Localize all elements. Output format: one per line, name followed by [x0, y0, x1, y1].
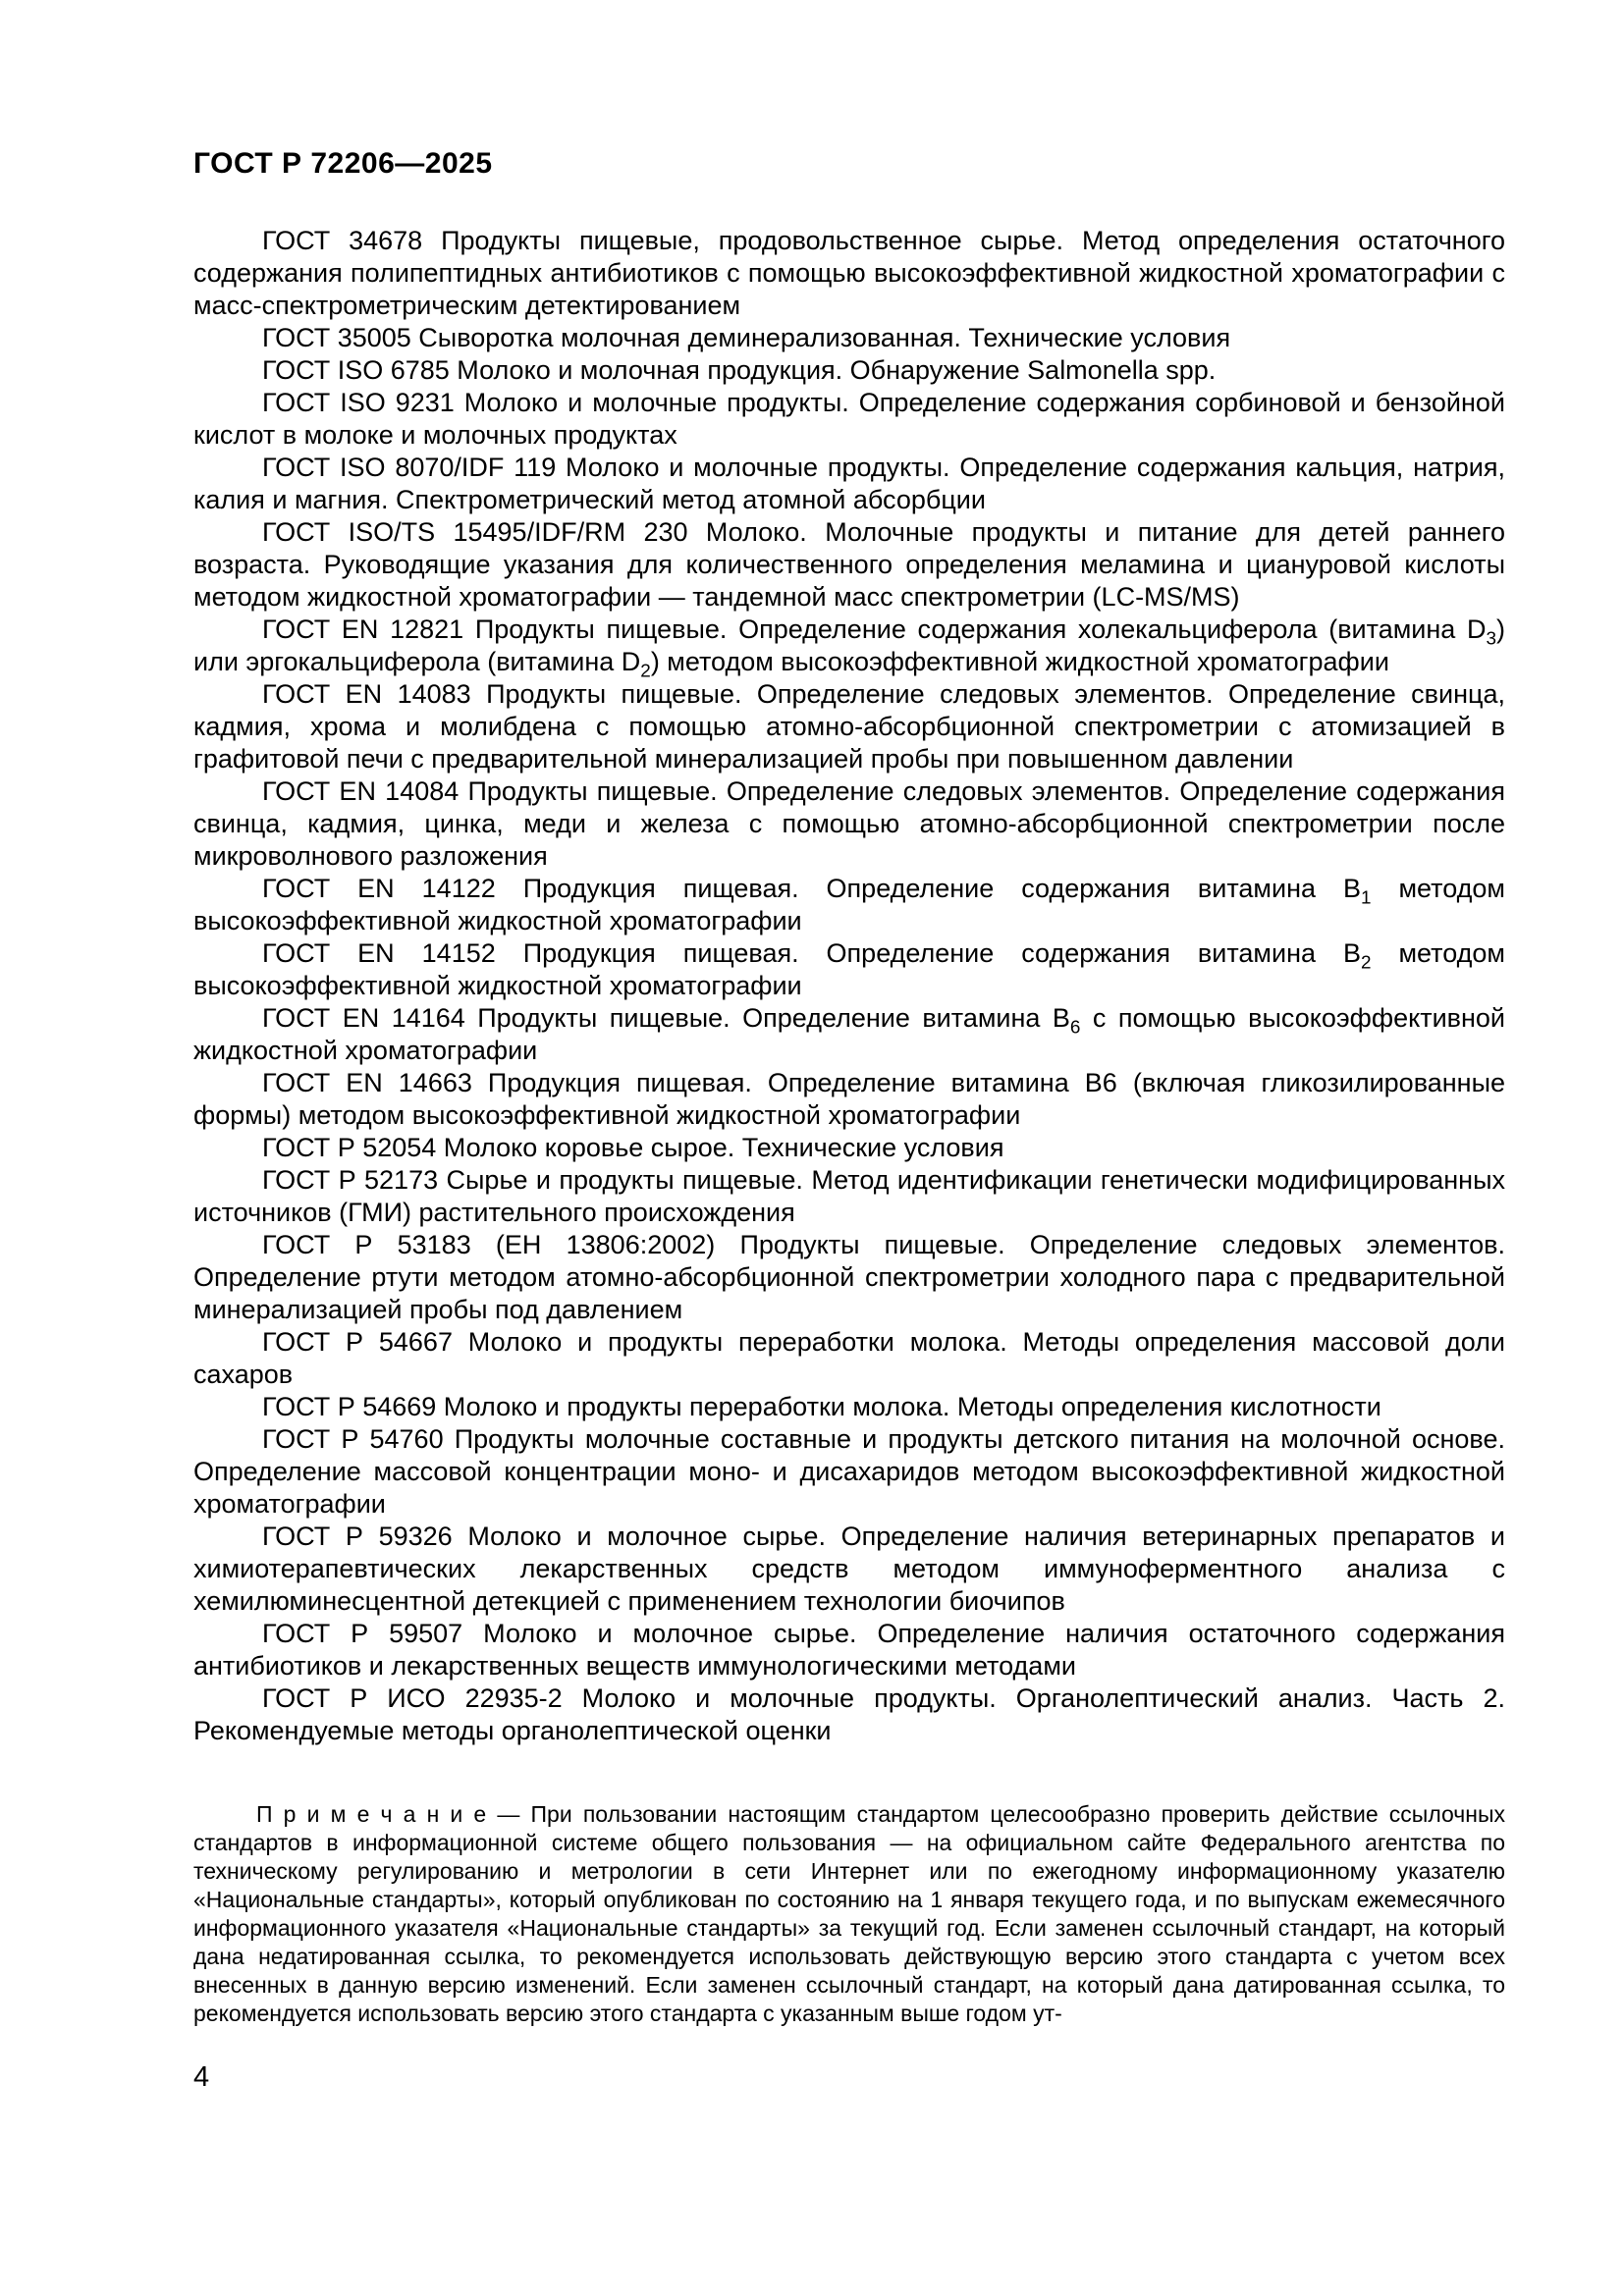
reference-paragraph: ГОСТ EN 14663 Продукция пищевая. Определение витамина B6 (включая гликозилированные формы) методом высокоэффективной жидкостной хроматографии: [193, 1068, 1505, 1130]
reference-paragraph: ГОСТ Р 54669 Молоко и продукты переработки молока. Методы определения кислотности: [262, 1392, 1381, 1421]
note-text: — При пользовании настоящим стандартом целесообразно проверить действие ссылочных стандартов в информационной системе общего пользования — на официальном сайте Федерального агентства по техническому регулированию и метрологии в сети Интернет или по ежегодному информационному указателю «Национальные стандарты», который опубликован по состоянию на 1 января текущего года, и по выпускам ежемесячного информационного указателя «Национальные стандарты» за текущий год. Если заменен ссылочный стандарт, на который дана недатированная ссылка, то рекомендуется использовать действующую версию этого стандарта с учетом всех внесенных в данную версию изменений. Если заменен ссылочный стандарт, на который дана датированная ссылка, то рекомендуется использовать версию этого стандарта с указанным выше годом ут-: [193, 1801, 1505, 2026]
reference-paragraph: ГОСТ ISO 6785 Молоко и молочная продукция. Обнаружение Salmonella spp.: [262, 355, 1217, 385]
vitamin-index-subscript: 3: [1486, 628, 1496, 650]
vitamin-index-subscript: 2: [640, 661, 651, 682]
reference-paragraph: ГОСТ ISO 9231 Молоко и молочные продукты. Определение содержания сорбиновой и бензойной кислот в молоке и молочных продуктах: [193, 388, 1505, 450]
reference-paragraph: ГОСТ EN 14084 Продукты пищевые. Определение следовых элементов. Определение содержания свинца, кадмия, цинка, меди и железа с помощью атомно-абсорбционной спектрометрии после микроволнового разложения: [193, 776, 1505, 871]
reference-paragraph: ГОСТ ISO/TS 15495/IDF/RM 230 Молоко. Молочные продукты и питание для детей раннего возраста. Руководящие указания для количественного определения меламина и циануровой кислоты методом жидкостной хроматографии — тандемной масс спектрометрии (LC-MS/MS): [193, 517, 1505, 612]
reference-paragraph: ГОСТ Р 59326 Молоко и молочное сырье. Определение наличия ветеринарных препаратов и химиотерапевтических лекарственных средств методом иммуноферментного анализа с хемилюминесцентной детекцией с применением технологии биочипов: [193, 1522, 1505, 1616]
reference-paragraph: ГОСТ ISO 8070/IDF 119 Молоко и молочные продукты. Определение содержания кальция, натрия, калия и магния. Спектрометрический метод атомной абсорбции: [193, 453, 1505, 514]
references-section: [193, 225, 1505, 2028]
reference-paragraph: ГОСТ 35005 Сыворотка молочная деминерализованная. Технические условия: [262, 323, 1231, 352]
references-list: [193, 225, 1505, 1747]
reference-paragraph: ГОСТ EN 14164 Продукты пищевые. Определение витамина $B_6$ с помощью высокоэффективной жидкостной хроматографии: [193, 1003, 1505, 1065]
reference-paragraph: ГОСТ Р 54760 Продукты молочные составные и продукты детского питания на молочной основе. Определение массовой концентрации моно- и дисахаридов методом высокоэффективной жидкостной хроматографии: [193, 1424, 1505, 1519]
note-paragraph: [193, 1800, 1505, 2028]
document-header: ГОСТ Р 72206—2025: [193, 147, 493, 180]
reference-paragraph: ГОСТ Р 53183 (ЕН 13806:2002) Продукты пищевые. Определение следовых элементов. Определение ртути методом атомно-абсорбционной спектрометрии холодного пара с предварительной минерализацией пробы под давлением: [193, 1230, 1505, 1324]
reference-paragraph: ГОСТ EN 14122 Продукция пищевая. Определение содержания витамина $B_1$ методом высокоэффективной жидкостной хроматографии: [193, 874, 1505, 935]
reference-paragraph: ГОСТ 34678 Продукты пищевые, продовольственное сырье. Метод определения остаточного содержания полипептидных антибиотиков с помощью высокоэффективной жидкостной хроматографии с масс-спектрометрическим детектированием: [193, 226, 1505, 320]
page-number: 4: [193, 2061, 210, 2093]
vitamin-index-subscript: 1: [1360, 887, 1372, 909]
reference-paragraph: ГОСТ Р 54667 Молоко и продукты переработки молока. Методы определения массовой доли сахаров: [193, 1327, 1505, 1389]
reference-paragraph: ГОСТ EN 12821 Продукты пищевые. Определение содержания холекальциферола (витамина $D_3$) или эргокальциферола (витамина $D_2$) методом высокоэффективной жидкостной хроматографии: [193, 614, 1505, 682]
reference-paragraph: ГОСТ Р ИСО 22935-2 Молоко и молочные продукты. Органолептический анализ. Часть 2. Рекомендуемые методы органолептической оценки: [193, 1683, 1505, 1745]
reference-paragraph: ГОСТ Р 59507 Молоко и молочное сырье. Определение наличия остаточного содержания антибиотиков и лекарственных веществ иммунологическими методами: [193, 1619, 1505, 1681]
reference-paragraph: ГОСТ Р 52173 Сырье и продукты пищевые. Метод идентификации генетически модифицированных источников (ГМИ) растительного происхождения: [193, 1165, 1505, 1227]
vitamin-index-subscript: 2: [1360, 952, 1372, 974]
reference-paragraph: ГОСТ Р 52054 Молоко коровье сырое. Технические условия: [262, 1133, 1004, 1162]
note-label: П р и м е ч а н и е: [256, 1801, 487, 1827]
vitamin-index-subscript: 6: [1069, 1017, 1081, 1039]
reference-paragraph: ГОСТ EN 14083 Продукты пищевые. Определение следовых элементов. Определение свинца, кадмия, хрома и молибдена с помощью атомно-абсорбционной спектрометрии с атомизацией в графитовой печи с предварительной минерализацией пробы при повышенном давлении: [193, 679, 1505, 774]
reference-paragraph: ГОСТ EN 14152 Продукция пищевая. Определение содержания витамина $B_2$ методом высокоэффективной жидкостной хроматографии: [193, 938, 1505, 1000]
